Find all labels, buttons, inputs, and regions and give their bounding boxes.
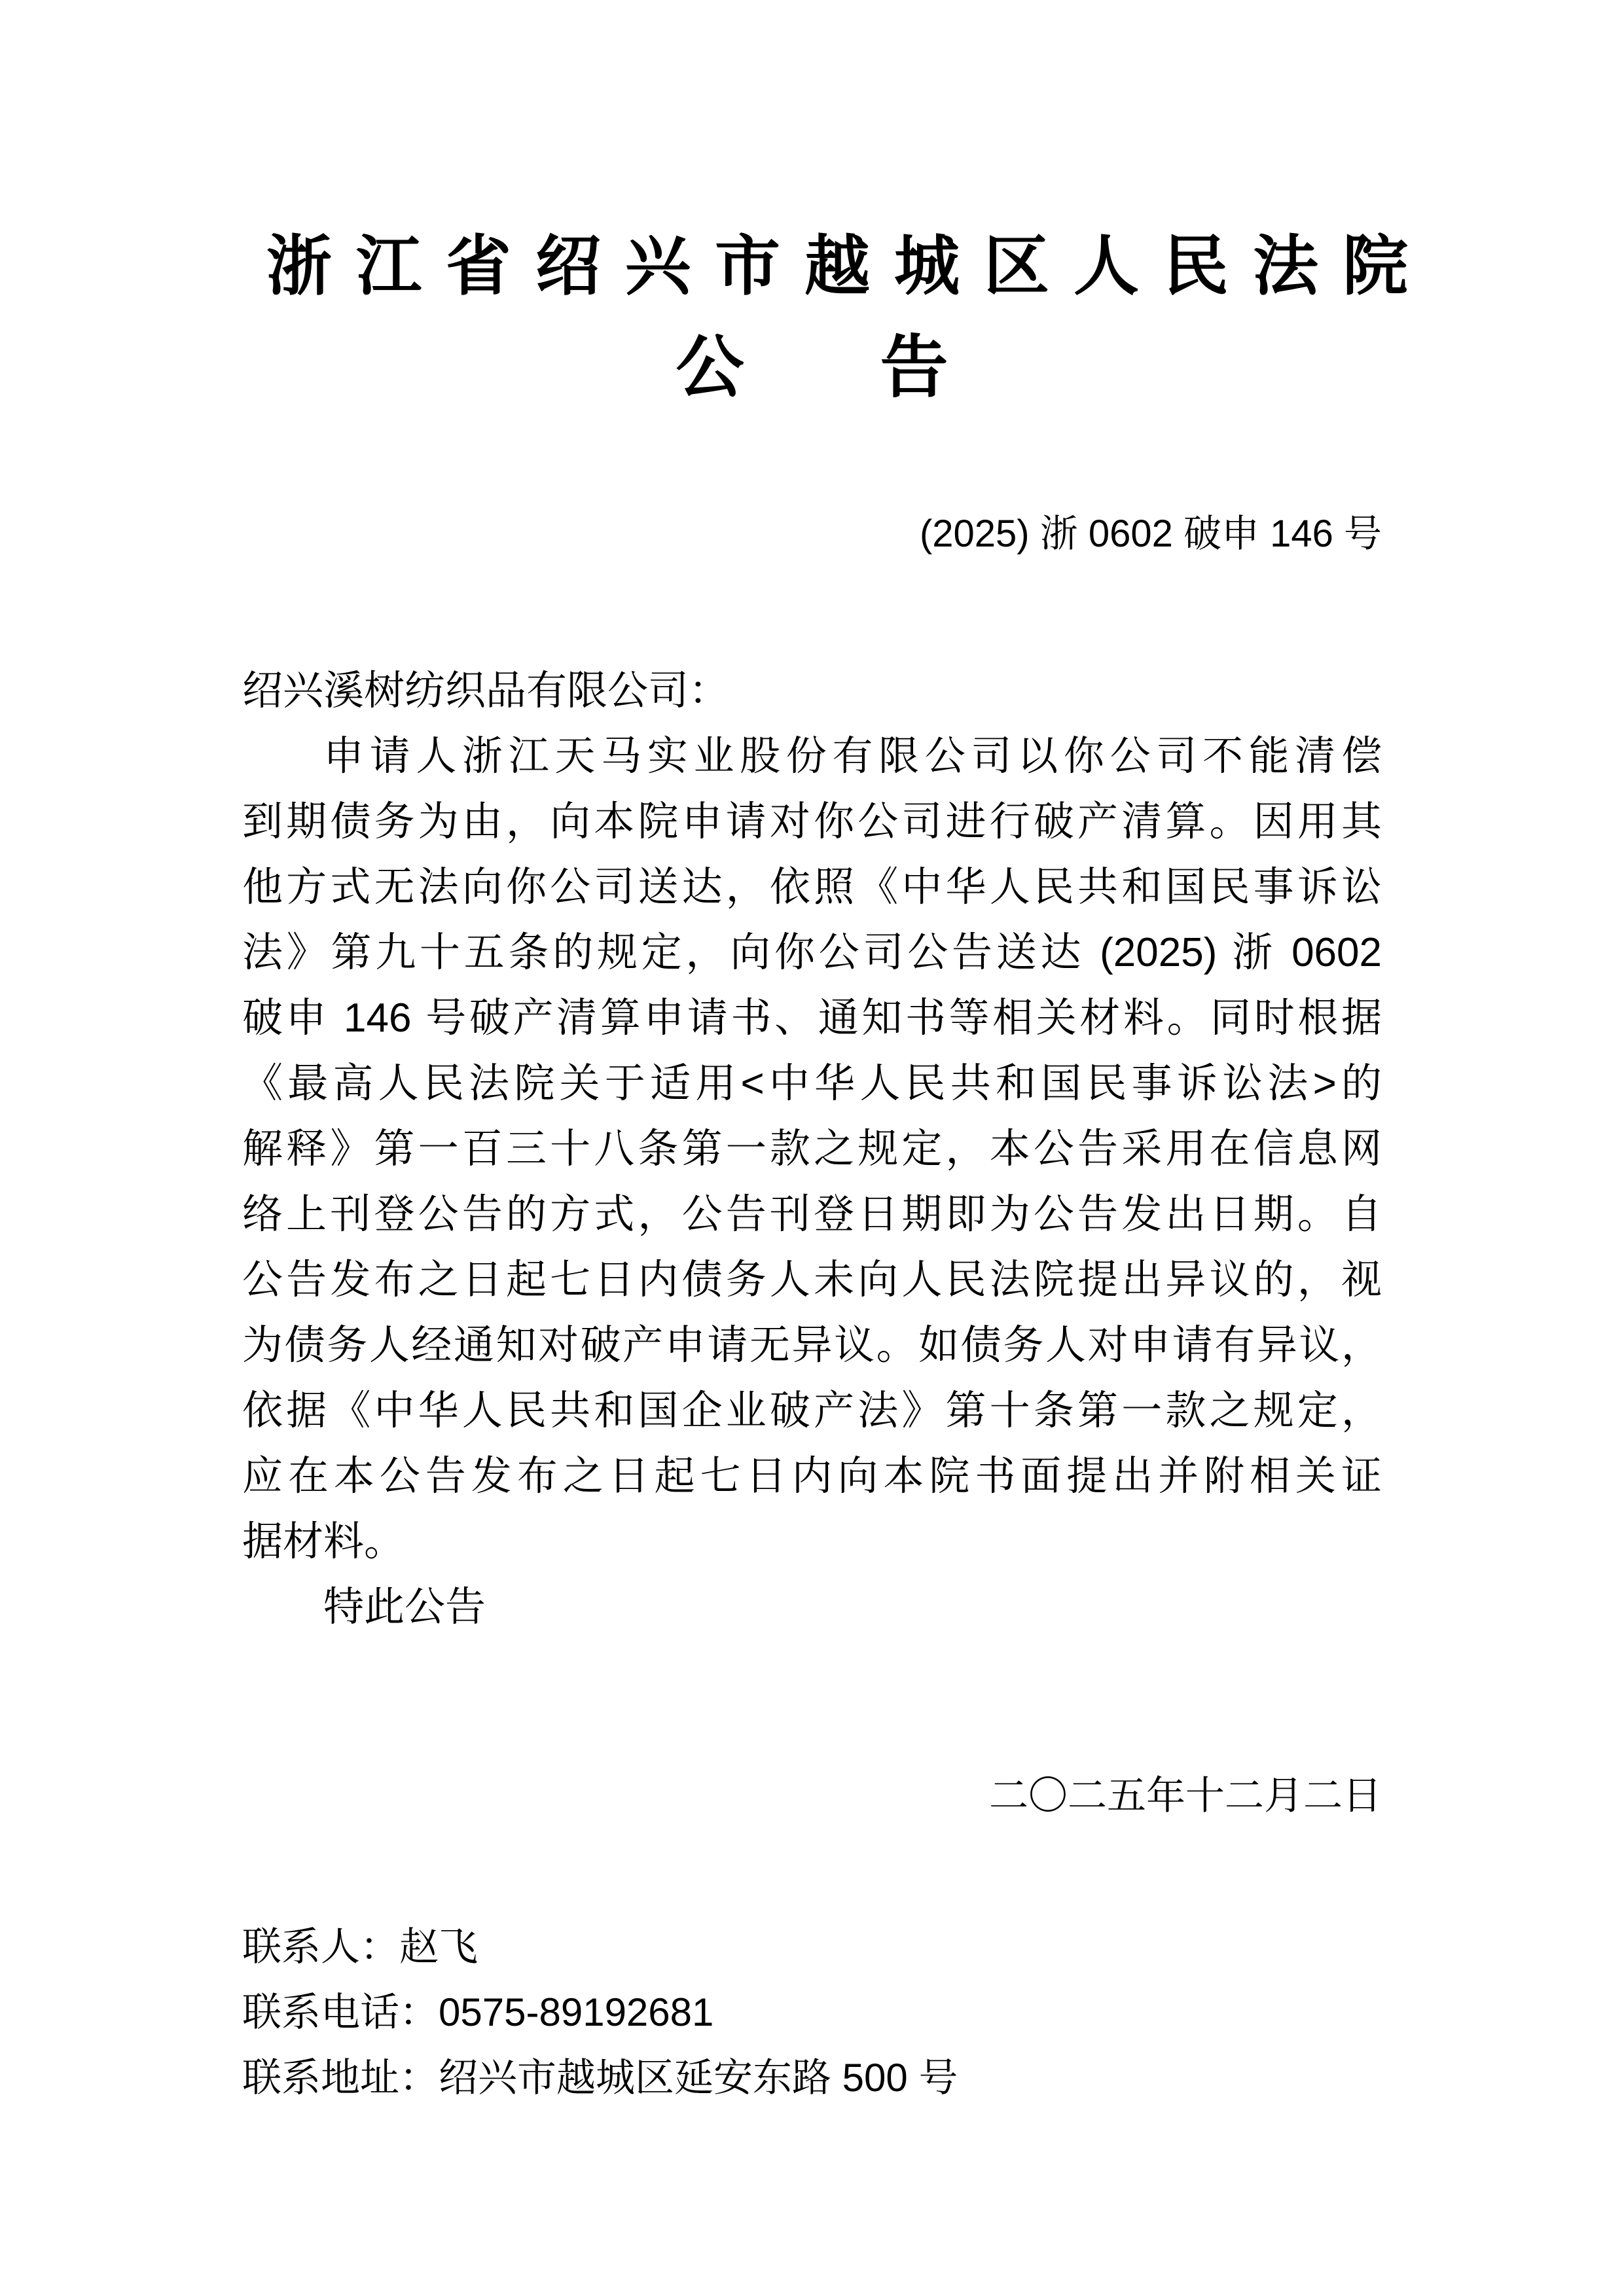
document-date: 二〇二五年十二月二日	[989, 1774, 1382, 1818]
body-line-addressee: 绍兴溪树纺织品有限公司：	[242, 668, 730, 713]
contact-block	[242, 1914, 1382, 2111]
case-number: (2025) 浙 0602 破申 146 号	[919, 512, 1382, 555]
body-line: 破申 146 号破产清算申请书、通知书等相关材料。同时根据	[242, 996, 1382, 1041]
body-line: 络上刊登公告的方式，公告刊登日期即为公告发出日期。自	[242, 1192, 1382, 1237]
body-line: 依据《中华人民共和国企业破产法》第十条第一款之规定，	[242, 1388, 1382, 1433]
body-line: 应在本公告发布之日起七日内向本院书面提出并附相关证	[242, 1454, 1382, 1499]
body-line: 申请人浙江天马实业股份有限公司以你公司不能清偿	[323, 734, 1382, 779]
contact-address: 联系地址：绍兴市越城区延安东路 500 号	[242, 2056, 958, 2100]
body-line: 解释》第一百三十八条第一款之规定，本公告采用在信息网	[242, 1126, 1382, 1172]
body-line: 据材料。	[242, 1519, 405, 1564]
announcement-body	[242, 658, 1382, 1640]
body-line: 《最高人民法院关于适用<中华人民共和国民事诉讼法>的	[242, 1061, 1382, 1106]
announcement-title: 公 告	[676, 330, 948, 406]
body-line: 到期债务为由，向本院申请对你公司进行破产清算。因用其	[242, 799, 1382, 844]
body-line: 为债务人经通知对破产申请无异议。如债务人对申请有异议，	[242, 1323, 1382, 1368]
body-line: 他方式无法向你公司送达，依照《中华人民共和国民事诉讼	[242, 865, 1382, 910]
court-name-title: 浙江省绍兴市越城区人民法院	[266, 230, 1432, 303]
body-line: 法》第九十五条的规定，向你公司公告送达 (2025) 浙 0602	[242, 930, 1382, 975]
contact-phone: 联系电话：0575-89192681	[242, 1990, 714, 2034]
contact-person: 联系人：赵飞	[242, 1925, 478, 1969]
body-line: 公告发布之日起七日内债务人未向人民法院提出异议的，视	[242, 1257, 1382, 1302]
closing-line: 特此公告	[323, 1585, 486, 1630]
